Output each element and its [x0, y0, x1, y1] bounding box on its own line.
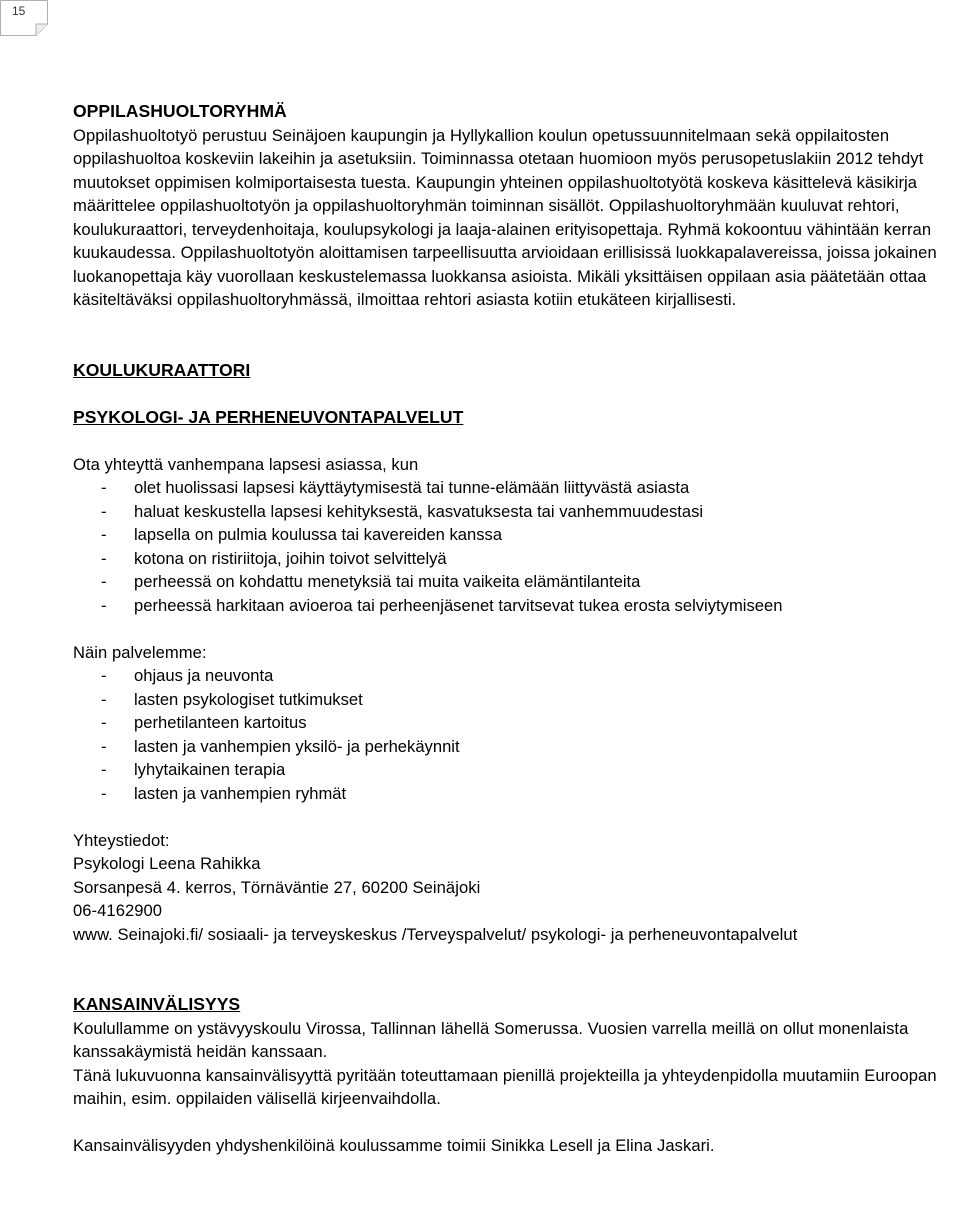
list-item — [73, 735, 953, 759]
list-item — [73, 476, 953, 500]
list-item-text: olet huolissasi lapsesi käyttäytymisestä tai tunne-elämään liittyvästä asiasta — [134, 478, 690, 497]
document-body — [73, 100, 953, 1158]
list-item-text: lapsella on pulmia koulussa tai kavereiden kanssa — [134, 525, 503, 544]
contact-web-link[interactable]: www. Seinajoki.fi/ sosiaali- ja terveyskeskus /Terveyspalvelut/ psykologi- ja perheneuvontapalvelut — [73, 924, 798, 944]
list-item-text: kotona on ristiriitoja, joihin toivot selvittelyä — [134, 548, 447, 568]
list-dash: - — [101, 783, 107, 803]
list-dash: - — [101, 548, 107, 568]
kansainvalisyys-paragraph-3: Kansainvälisyyden yhdyshenkilöinä koulussamme toimii Sinikka Lesell ja Elina Jaskari. — [73, 1136, 715, 1155]
kansainvalisyys-paragraph-1: Koulullamme on ystävyyskoulu Virossa, Tallinnan lähellä Somerussa. Vuosien varrella meillä on ollut monenlaista kanssakäymistä heidän kanssaan. — [73, 1018, 909, 1061]
list-item-text: haluat keskustella lapsesi kehityksestä, kasvatuksesta tai vanhemmuudestasi — [134, 501, 704, 521]
list-dash: - — [101, 736, 107, 756]
list-item-text: perheessä on kohdattu menetyksiä tai muita vaikeita elämäntilanteita — [134, 572, 641, 591]
list-dash: - — [101, 666, 107, 685]
section-title-oppilashuoltoryhma: OPPILASHUOLTORYHMÄ — [73, 101, 287, 121]
list-dash: - — [101, 501, 107, 521]
page-number-badge — [0, 0, 48, 36]
list-item — [73, 664, 953, 688]
list-item — [73, 782, 953, 806]
list-dash: - — [101, 689, 107, 709]
list-item-text: ohjaus ja neuvonta — [134, 666, 274, 685]
list-item-text: lasten psykologiset tutkimukset — [134, 689, 363, 709]
section-title-psykologi: PSYKOLOGI- JA PERHENEUVONTAPALVELUT — [73, 406, 464, 427]
list-item-text: perhetilanteen kartoitus — [134, 713, 307, 732]
section-title-kansainvalisyys: KANSAINVÄLISYYS — [73, 994, 241, 1014]
page-number: 15 — [12, 4, 26, 18]
list-dash: - — [101, 595, 107, 615]
list-item — [73, 523, 953, 547]
contact-phone: 06-4162900 — [73, 901, 163, 920]
list-item — [73, 570, 953, 594]
contact-name: Psykologi Leena Rahikka — [73, 854, 261, 873]
list-item — [73, 688, 953, 712]
contact-intro: Ota yhteyttä vanhempana lapsesi asiassa, kun — [73, 454, 419, 474]
section-title-koulukuraattori: KOULUKURAATTORI — [73, 359, 251, 380]
list-item — [73, 500, 953, 524]
contact-address: Sorsanpesä 4. kerros, Törnäväntie 27, 60200 Seinäjoki — [73, 877, 481, 897]
list-item-text: lyhytaikainen terapia — [134, 760, 286, 779]
services-list — [73, 664, 953, 805]
kansainvalisyys-paragraph-2: Tänä lukuvuonna kansainvälisyyttä pyritään toteuttamaan pienillä projekteilla ja yhteydenpidolla muutamiin Euroopan maihin, esim. oppilaiden välisellä kirjeenvaihdolla. — [73, 1065, 937, 1108]
reasons-list — [73, 476, 953, 617]
list-item — [73, 594, 953, 618]
list-dash: - — [101, 572, 107, 591]
list-item — [73, 547, 953, 571]
list-item — [73, 758, 953, 782]
list-item — [73, 711, 953, 735]
list-dash: - — [101, 525, 107, 544]
list-item-text: perheessä harkitaan avioeroa tai perheenjäsenet tarvitsevat tukea erosta selviytymiseen — [134, 595, 783, 615]
list-item-text: lasten ja vanhempien yksilö- ja perhekäynnit — [134, 736, 460, 756]
list-dash: - — [101, 478, 107, 497]
contact-label: Yhteystiedot: — [73, 830, 170, 850]
list-dash: - — [101, 713, 107, 732]
services-intro: Näin palvelemme: — [73, 642, 207, 662]
list-item-text: lasten ja vanhempien ryhmät — [134, 783, 347, 803]
oppilashuolto-paragraph: Oppilashuoltotyö perustuu Seinäjoen kaupungin ja Hyllykallion koulun opetussuunnitelmaan sekä oppilaitosten oppilashuoltoa koskeviin lakeihin ja asetuksiin. Toiminnassa otetaan huomioon myös perusopetuslakiin 2012 tehdyt muutokset oppimisen kolmiportaisesta tuesta. Kaupungin yhteinen oppilashuoltotyötä koskeva käsittelevä käsikirja määrittelee oppilashuoltotyön ja oppilashuoltoryhmän toiminnan sisällöt. Oppilashuoltoryhmään kuuluvat rehtori, koulukuraattori, terveydenhoitaja, koulupsykologi ja laaja-alainen erityisopettaja. Ryhmä kokoontuu vähintään kerran kuukaudessa. Oppilashuoltotyön aloittamisen tarpeellisuutta arvioidaan erillisissä luokkapalavereissa, joissa jokainen luokanopettaja käy vuorollaan keskustelemassa luokkansa asioista. Mikäli yksittäisen oppilaan asia päätetään ottaa käsiteltäväksi oppilashuoltoryhmässä, ilmoittaa rehtori asiasta kotiin etukäteen kirjallisesti. — [73, 125, 937, 309]
list-dash: - — [101, 760, 107, 779]
